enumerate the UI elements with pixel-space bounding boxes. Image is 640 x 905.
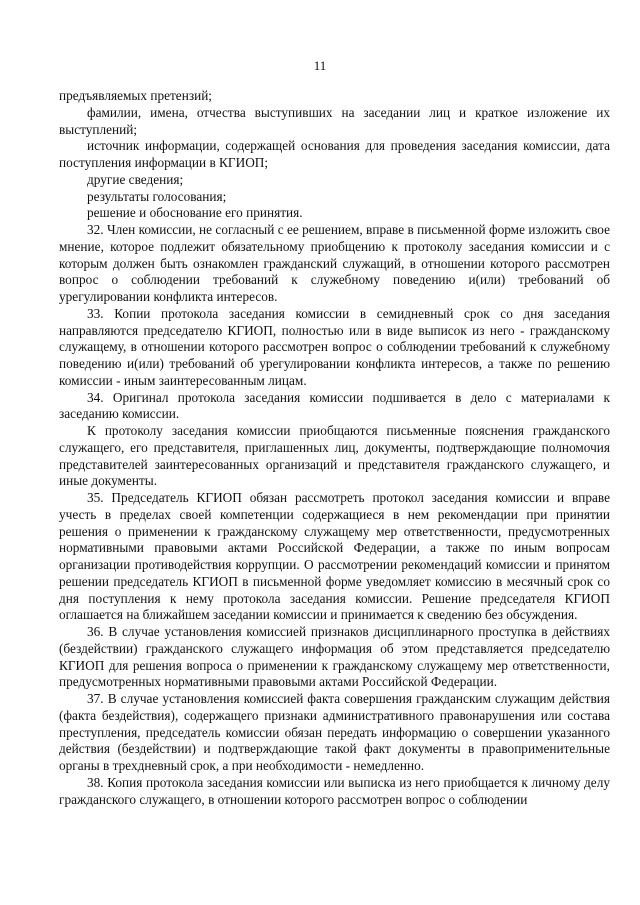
paragraph: другие сведения; — [87, 171, 184, 187]
paragraph: 36. В случае установления комиссией признаков дисциплинарного проступка в действиях (бездействии) гражданского служащего информация об этом представляется председателю КГИОП для решения вопроса о применении к гражданскому служащему мер ответственности, предусмотренных нормативными правовыми актами Российской Федерации. — [59, 624, 610, 690]
paragraph: 33. Копии протокола заседания комиссии в семидневный срок со дня заседания направляются председателю КГИОП, полностью или в виде выписок из него - гражданскому служащему, в отношении которого рассмотрен вопрос о соблюдении требований к служебному поведению и(или) требований об урегулировании конфликта интересов, а также по решению комиссии - иным заинтересованным лицам. — [59, 305, 610, 388]
paragraph: предъявляемых претензий; — [59, 88, 212, 103]
paragraph: решение и обоснование его принятия. — [87, 205, 303, 221]
paragraph: результаты голосования; — [87, 188, 227, 204]
paragraph: фамилии, имена, отчества выступивших на заседании лиц и краткое изложение их выступлений; — [59, 104, 610, 137]
page-number: 11 — [313, 58, 327, 73]
paragraph: К протоколу заседания комиссии приобщаются письменные пояснения гражданского служащего, его представителя, приглашенных лиц, документы, подтверждающие полномочия представителей заинтересованных организаций и представителя гражданского служащего, и иные документы. — [59, 423, 610, 489]
paragraph: источник информации, содержащей основания для проведения заседания комиссии, дата поступления информации в КГИОП; — [59, 138, 610, 170]
paragraph: 35. Председатель КГИОП обязан рассмотреть протокол заседания комиссии и вправе учесть в пределах своей компетенции содержащиеся в нем рекомендации при принятии решения о применении к гражданскому служащему мер ответственности, предусмотренных нормативными правовыми актами Российской Федерации, а также по иным вопросам организации противодействия коррупции. О рассмотрении рекомендаций комиссии и принятом решении председатель КГИОП в письменной форме уведомляет комиссию в месячный срок со дня поступления к нему протокола заседания комиссии. Решение председателя КГИОП оглашается на ближайшем заседании комиссии и принимается к сведению без обсуждения. — [59, 490, 610, 623]
document-body — [59, 88, 610, 808]
paragraph: 38. Копия протокола заседания комиссии или выписка из него приобщается к личному делу гражданского служащего, в отношении которого рассмотрен вопрос о соблюдении — [59, 774, 610, 807]
paragraph: 37. В случае установления комиссией факта совершения гражданским служащим действия (факта бездействия), содержащего признаки административного правонарушения или состава преступления, председатель комиссии обязан передать информацию о совершении указанного действия (бездействии) и подтверждающие такой факт документы в правоприменительные органы в трехдневный срок, а при необходимости - немедленно. — [59, 691, 610, 773]
paragraph: 34. Оригинал протокола заседания комиссии подшивается в дело с материалами к заседанию комиссии. — [59, 389, 610, 422]
paragraph: 32. Член комиссии, не согласный с ее решением, вправе в письменной форме изложить свое мнение, которое подлежит обязательному приобщению к протоколу заседания комиссии и с которым должен быть ознакомлен гражданский служащий, в отношении которого рассмотрен вопрос о соблюдении требований к служебному поведению и(или) требований об урегулировании конфликта интересов. — [59, 222, 610, 304]
